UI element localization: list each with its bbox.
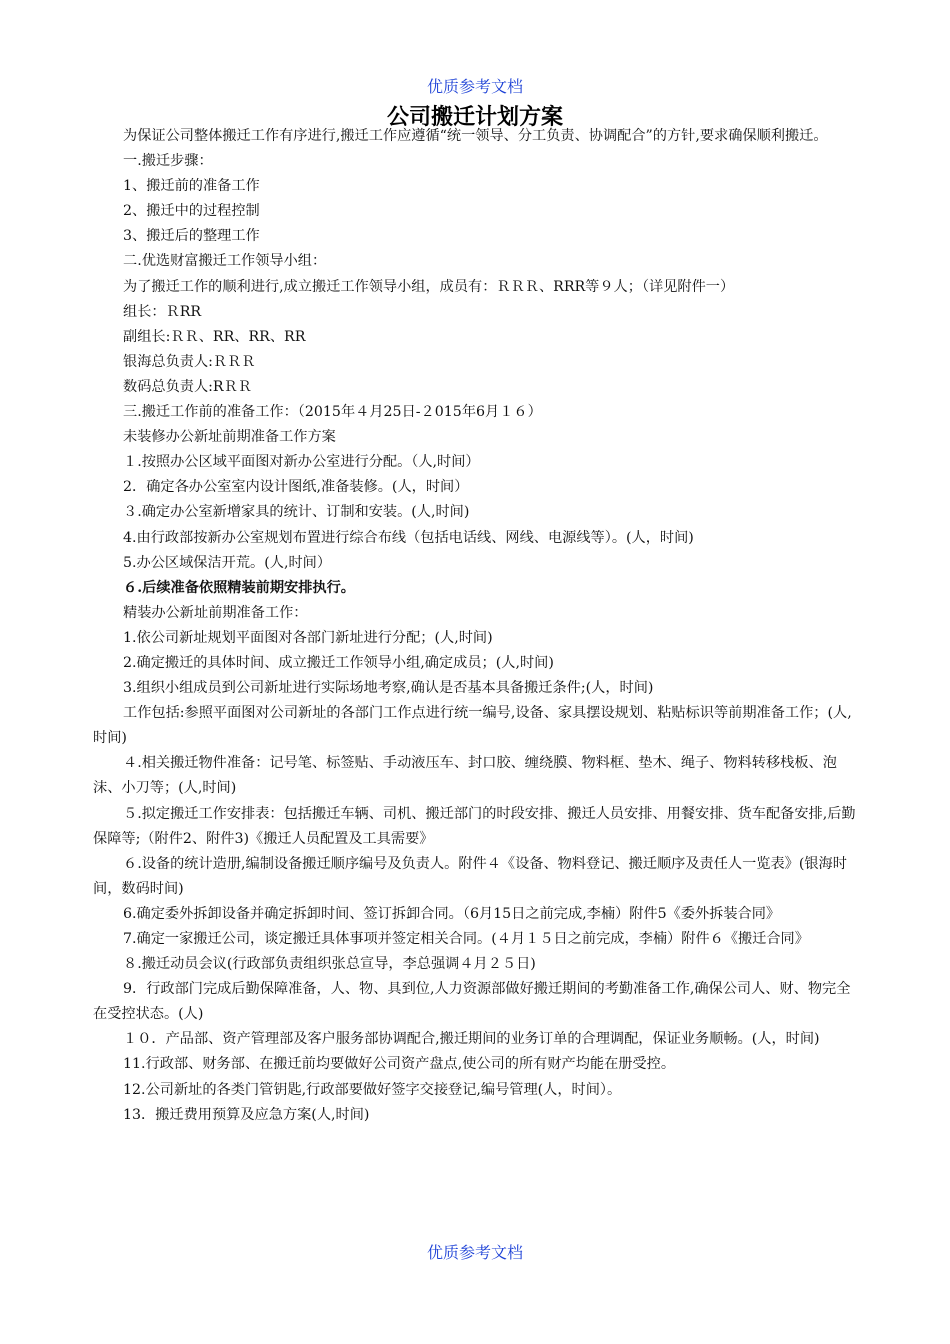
subsection-heading: 精装办公新址前期准备工作： (123, 604, 308, 621)
paragraph: 副组长:ＲＲ、RR、RR、RR (123, 328, 306, 345)
paragraph: 银海总负责人:ＲＲＲ (123, 353, 256, 370)
list-item: 7.确定一家搬迁公司，谈定搬迁具体事项并签定相关合同。(４月１５日之前完成，李楠）附件６《搬迁合同》 (123, 931, 809, 947)
list-item: 1、搬迁前的准备工作 (123, 178, 260, 195)
paragraph: 为了搬迁工作的顺利进行,成立搬迁工作领导小组，成员有：ＲＲＲ、RRR等９人；（详见附件一） (123, 278, 735, 295)
list-item: 13．搬迁费用预算及应急方案(人,时间) (123, 1106, 370, 1123)
section-heading-leadership: 二.优选财富搬迁工作领导小组： (123, 253, 327, 270)
document-body (93, 124, 858, 1128)
list-item: １.按照办公区域平面图对新办公室进行分配。（人,时间） (123, 454, 480, 471)
list-item: 2．确定各办公室室内设计图纸,准备装修。(人，时间） (123, 479, 469, 496)
list-item: 3.组织小组成员到公司新址进行实际场地考察,确认是否基本具备搬迁条件;(人，时间) (123, 680, 654, 697)
list-item: １０．产品部、资产管理部及客户服务部协调配合,搬迁期间的业务订单的合理调配，保证业务顺畅。(人，时间) (123, 1031, 820, 1048)
list-item: ５.拟定搬迁工作安排表：包括搬迁车辆、司机、搬迁部门的时段安排、搬迁人员安排、用餐安排、货车配备安排,后勤保障等;（附件2、附件3)《搬迁人员配置及工具需要》 (93, 805, 856, 847)
section-heading-preparation: 三.搬迁工作前的准备工作：（2015年４月25日-２015年6月１６） (123, 404, 542, 421)
header-watermark-link[interactable]: 优质参考文档 (426, 77, 523, 96)
paragraph: 工作包括:参照平面图对公司新址的各部门工作点进行统一编号,设备、家具摆设规划、粘贴标识等前期准备工作；(人,时间) (93, 705, 852, 747)
paragraph: 组长：ＲRR (123, 303, 202, 320)
document-title: 公司搬迁计划方案 (386, 105, 563, 130)
list-item: ８.搬迁动员会议(行政部负责组织张总宣导，李总强调４月２５日) (123, 956, 536, 973)
intro-paragraph: 为保证公司整体搬迁工作有序进行,搬迁工作应遵循“统一领导、分工负责、协调配合”的方针,要求确保顺利搬迁。 (123, 128, 828, 144)
list-item: 12.公司新址的各类门管钥匙,行政部要做好签字交接登记,编号管理(人，时间）。 (123, 1081, 622, 1098)
paragraph: 数码总负责人:RＲＲ (123, 378, 252, 395)
list-item: 1.依公司新址规划平面图对各部门新址进行分配；(人,时间) (123, 629, 493, 646)
section-heading-steps: 一.搬迁步骤： (123, 153, 213, 170)
list-item: ６.设备的统计造册,编制设备搬迁顺序编号及负责人。附件４《设备、物料登记、搬迁顺序及责任人一览表》(银海时间，数码时间) (93, 855, 847, 897)
list-item: 3、搬迁后的整理工作 (123, 228, 260, 245)
list-item: 11.行政部、财务部、在搬迁前均要做好公司资产盘点,使公司的所有财产均能在册受控。 (123, 1056, 676, 1073)
list-item: 4.由行政部按新办公室规划布置进行综合布线（包括电话线、网线、电源线等）。(人，时间) (123, 529, 694, 546)
list-item: 2、搬迁中的过程控制 (123, 203, 260, 220)
subsection-heading: 未装修办公新址前期准备工作方案 (123, 429, 336, 446)
footer-watermark-link[interactable]: 优质参考文档 (426, 1243, 523, 1262)
list-item: 9．行政部门完成后勤保障准备，人、物、具到位,人力资源部做好搬迁期间的考勤准备工作,确保公司人、财、物完全在受控状态。(人) (93, 981, 851, 1023)
list-item: 6.确定委外拆卸设备并确定拆卸时间、签订拆卸合同。（6月15日之前完成,李楠）附件5《委外拆装合同》 (123, 905, 781, 922)
list-item: ４.相关搬迁物件准备：记号笔、标签贴、手动液压车、封口胶、缠绕膜、物料框、垫木、绳子、物料转移栈板、泡沫、小刀等；(人,时间) (93, 755, 837, 797)
list-item: ３.确定办公室新增家具的统计、订制和安装。(人,时间) (123, 504, 470, 521)
list-item: 2.确定搬迁的具体时间、成立搬迁工作领导小组,确定成员；(人,时间) (123, 654, 554, 671)
list-item-bold: ６.后续准备依照精装前期安排执行。 (123, 579, 355, 596)
list-item: 5.办公区域保洁开荒。(人,时间） (123, 554, 332, 571)
